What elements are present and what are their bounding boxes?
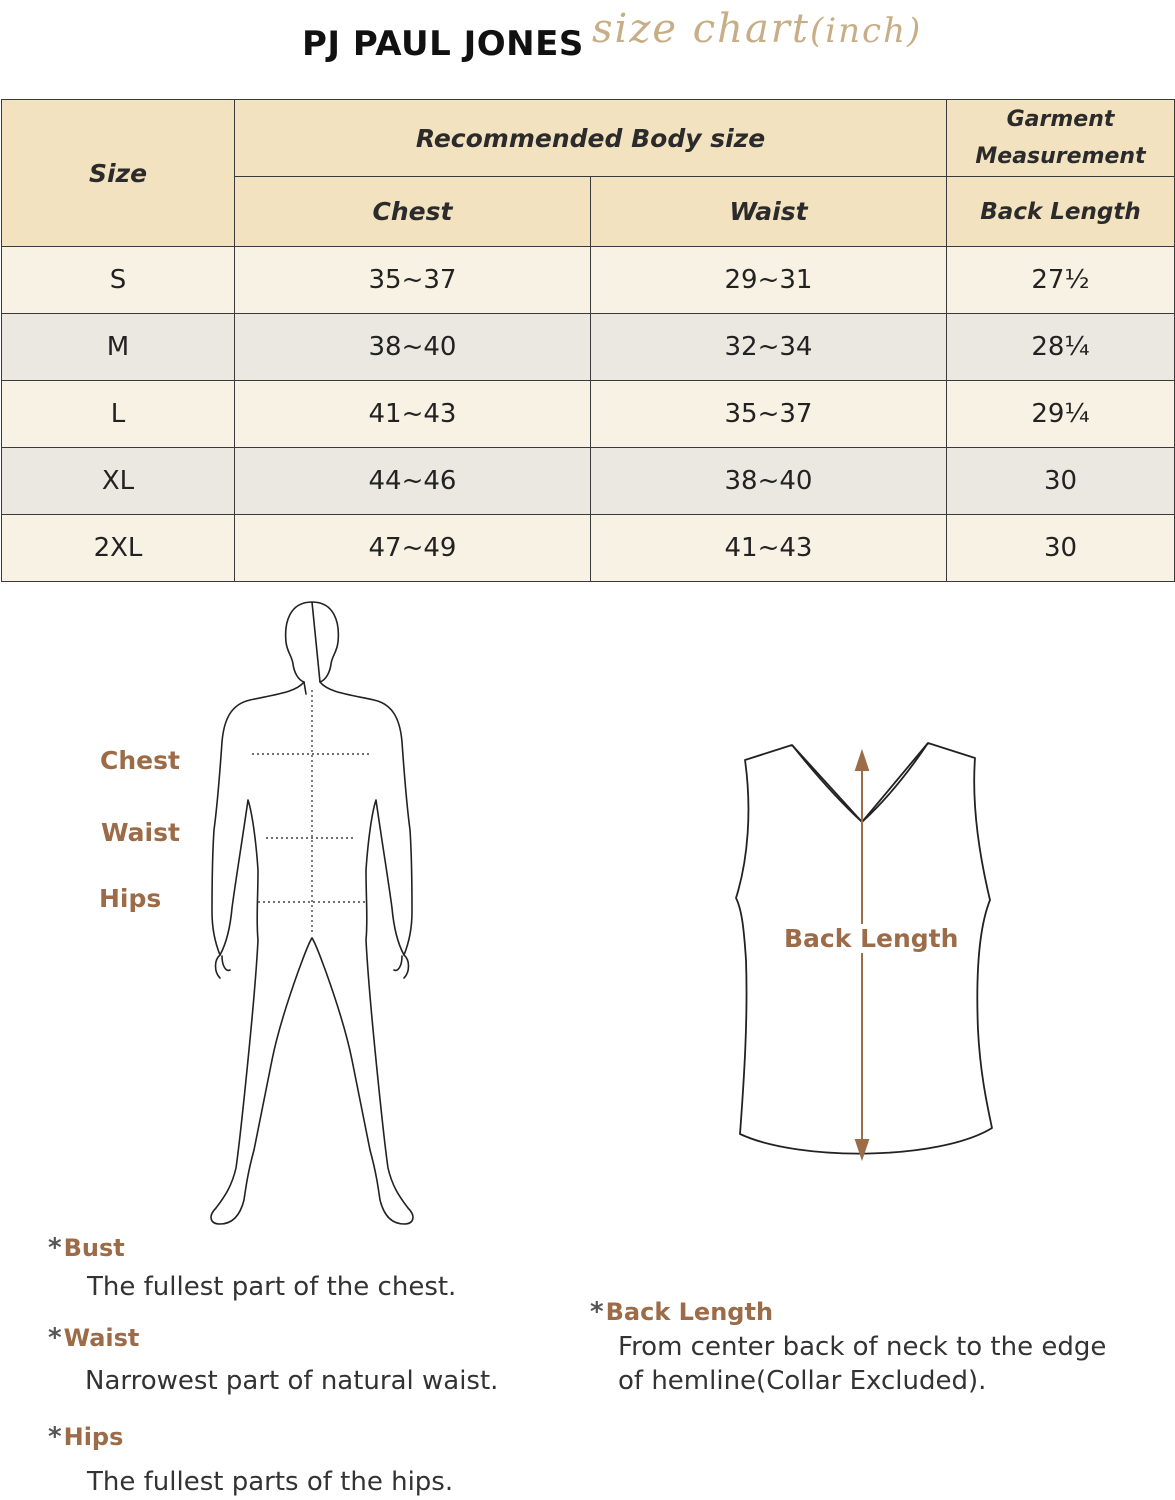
table-row <box>2 448 1175 515</box>
note-back-length-title: *Back Length <box>590 1297 774 1327</box>
cell-back-length: 30 <box>947 515 1175 582</box>
note-bust-text: The fullest part of the chest. <box>87 1272 457 1302</box>
cell-size: M <box>2 314 235 381</box>
table-row <box>2 247 1175 314</box>
note-waist-title-text: Waist <box>63 1324 140 1352</box>
size-chart-title <box>592 6 922 52</box>
note-hips-title-text: Hips <box>63 1423 124 1451</box>
cell-back-length: 27½ <box>947 247 1175 314</box>
table-row <box>2 314 1175 381</box>
cell-size: 2XL <box>2 515 235 582</box>
vest-label-back-length: Back Length <box>784 924 959 953</box>
cell-waist: 32~34 <box>591 314 947 381</box>
brand-title: PJ PAUL JONES <box>302 24 584 64</box>
header-chest: Chest <box>235 177 591 247</box>
note-back-length-title-text: Back Length <box>605 1298 774 1326</box>
cell-chest: 38~40 <box>235 314 591 381</box>
cell-back-length: 28¼ <box>947 314 1175 381</box>
cell-size: L <box>2 381 235 448</box>
cell-waist: 41~43 <box>591 515 947 582</box>
cell-chest: 44~46 <box>235 448 591 515</box>
header-garment-line1: Garment <box>1006 107 1115 132</box>
cell-back-length: 30 <box>947 448 1175 515</box>
body-label-waist: Waist <box>101 818 180 847</box>
size-chart-script: size chart <box>592 6 810 52</box>
note-waist-text: Narrowest part of natural waist. <box>85 1366 499 1396</box>
note-back-length-line2: of hemline(Collar Excluded). <box>618 1366 987 1396</box>
cell-waist: 35~37 <box>591 381 947 448</box>
cell-chest: 47~49 <box>235 515 591 582</box>
note-hips-title: *Hips <box>48 1422 124 1452</box>
note-waist-title: *Waist <box>48 1323 140 1353</box>
cell-size: S <box>2 247 235 314</box>
note-hips-text: The fullest parts of the hips. <box>87 1467 454 1497</box>
header-garment-line2: Measurement <box>975 144 1146 169</box>
size-table <box>1 99 1175 582</box>
cell-back-length: 29¼ <box>947 381 1175 448</box>
header-recommended: Recommended Body size <box>235 100 947 177</box>
header-garment <box>947 100 1175 177</box>
table-row <box>2 381 1175 448</box>
table-row <box>2 515 1175 582</box>
body-label-chest: Chest <box>100 746 180 775</box>
unit-label: (inch) <box>810 11 923 51</box>
note-bust-title: *Bust <box>48 1233 125 1263</box>
note-back-length-text <box>618 1330 1106 1398</box>
note-bust-title-text: Bust <box>63 1234 125 1262</box>
cell-waist: 38~40 <box>591 448 947 515</box>
cell-chest: 41~43 <box>235 381 591 448</box>
cell-waist: 29~31 <box>591 247 947 314</box>
cell-chest: 35~37 <box>235 247 591 314</box>
cell-size: XL <box>2 448 235 515</box>
body-label-hips: Hips <box>99 884 162 913</box>
note-back-length-line1: From center back of neck to the edge <box>618 1332 1107 1362</box>
header-size: Size <box>2 100 235 247</box>
header-back-length: Back Length <box>947 177 1175 247</box>
header-waist: Waist <box>591 177 947 247</box>
